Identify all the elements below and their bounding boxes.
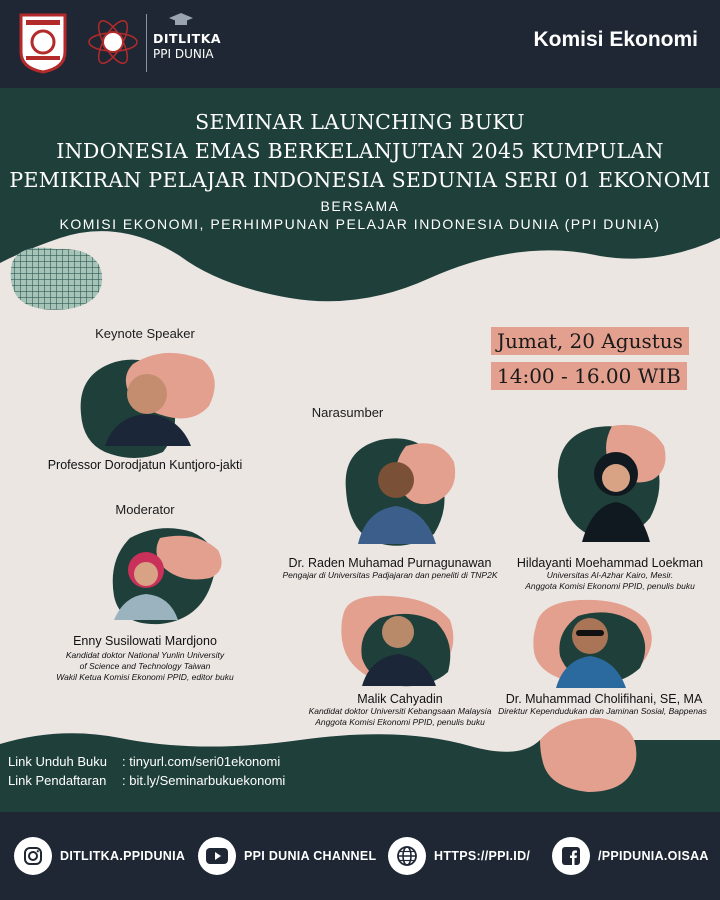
ditlitka-logo bbox=[86, 14, 140, 70]
register-label: Link Pendaftaran bbox=[8, 773, 107, 788]
links-block bbox=[8, 752, 285, 790]
youtube-icon bbox=[198, 837, 236, 875]
register-link[interactable]: : bit.ly/Seminarbukuekonomi bbox=[122, 773, 286, 788]
event-title-line-2: INDONESIA EMAS BERKELANJUTAN 2045 KUMPULAN bbox=[56, 139, 664, 163]
keynote-photo bbox=[75, 344, 225, 460]
event-title-line-1: SEMINAR LAUNCHING BUKU bbox=[195, 110, 525, 134]
download-label: Link Unduh Buku bbox=[8, 754, 108, 769]
speaker-2-photo bbox=[552, 418, 670, 548]
footer-website[interactable] bbox=[388, 836, 530, 876]
keynote-name: Professor Dorodjatun Kuntjoro-jakti bbox=[47, 458, 243, 472]
speaker-2-name: Hildayanti Moehammad Loekman bbox=[516, 556, 704, 570]
header-divider bbox=[146, 14, 147, 72]
speaker-3-desc-2: Anggota Komisi Ekonomi PPID, penulis buku bbox=[315, 717, 485, 727]
panel-label: Narasumber bbox=[311, 405, 384, 420]
speaker-1-name: Dr. Raden Muhamad Purnagunawan bbox=[288, 556, 492, 570]
moderator-name: Enny Susilowati Mardjono bbox=[73, 634, 217, 648]
speaker-3-name: Malik Cahyadin bbox=[357, 692, 443, 706]
footer-instagram[interactable] bbox=[14, 836, 185, 876]
instagram-icon bbox=[14, 837, 52, 875]
speaker-1-desc: Pengajar di Universitas Padjajaran dan peneliti di TNP2K bbox=[282, 570, 498, 580]
organizer: KOMISI EKONOMI, PERHIMPUNAN PELAJAR INDONESIA DUNIA (PPI DUNIA) bbox=[59, 216, 661, 232]
section-title: Komisi Ekonomi bbox=[533, 28, 698, 51]
keynote-label: Keynote Speaker bbox=[95, 326, 195, 341]
facebook-icon bbox=[552, 837, 590, 875]
event-title-block bbox=[0, 108, 720, 232]
speaker-1-photo bbox=[336, 430, 461, 550]
event-title-line-3: PEMIKIRAN PELAJAR INDONESIA SEDUNIA SERI 01 EKONOMI bbox=[9, 168, 711, 192]
footer-website-text: HTTPS://PPI.ID/ bbox=[434, 849, 531, 863]
moderator-desc-3: Wakil Ketua Komisi Ekonomi PPID, editor buku bbox=[56, 672, 234, 682]
brand-subname: PPI DUNIA bbox=[153, 47, 214, 61]
event-date: Jumat, 20 Agustus bbox=[491, 327, 689, 355]
footer-youtube-text: PPI DUNIA CHANNEL bbox=[244, 849, 377, 863]
speaker-3-photo bbox=[340, 592, 460, 688]
ppi-dunia-logo bbox=[18, 12, 68, 74]
speaker-4-desc: Direktur Kependudukan dan Jaminan Sosial, Bappenas bbox=[498, 706, 707, 716]
globe-icon bbox=[388, 837, 426, 875]
speaker-4-name: Dr. Muhammad Cholifihani, SE, MA bbox=[505, 692, 703, 706]
speaker-4-photo bbox=[528, 596, 660, 688]
brand-name: DITLITKA bbox=[153, 31, 222, 46]
speaker-2-desc-1: Universitas Al-Azhar Kairo, Mesir. bbox=[546, 570, 674, 580]
download-link[interactable]: : tinyurl.com/seri01ekonomi bbox=[122, 754, 281, 769]
footer-facebook[interactable] bbox=[552, 836, 709, 876]
footer-instagram-text: DITLITKA.PPIDUNIA bbox=[60, 849, 186, 863]
footer-facebook-text: /PPIDUNIA.OISAA bbox=[598, 849, 709, 863]
grid-pattern-decoration bbox=[8, 243, 106, 313]
moderator-photo bbox=[100, 520, 230, 630]
footer-youtube[interactable] bbox=[198, 836, 376, 876]
moderator-desc-2: of Science and Technology Taiwan bbox=[79, 661, 211, 671]
moderator-desc-1: Kandidat doktor National Yunlin University bbox=[65, 650, 225, 660]
event-time: 14:00 - 16.00 WIB bbox=[491, 362, 687, 390]
speaker-2-desc-2: Anggota Komisi Ekonomi PPID, penulis buku bbox=[525, 581, 695, 591]
speaker-3-desc-1: Kandidat doktor Universiti Kebangsaan Malaysia bbox=[308, 706, 492, 716]
graduation-cap-icon bbox=[168, 12, 194, 28]
with-label: BERSAMA bbox=[320, 198, 400, 214]
moderator-label: Moderator bbox=[115, 502, 175, 517]
